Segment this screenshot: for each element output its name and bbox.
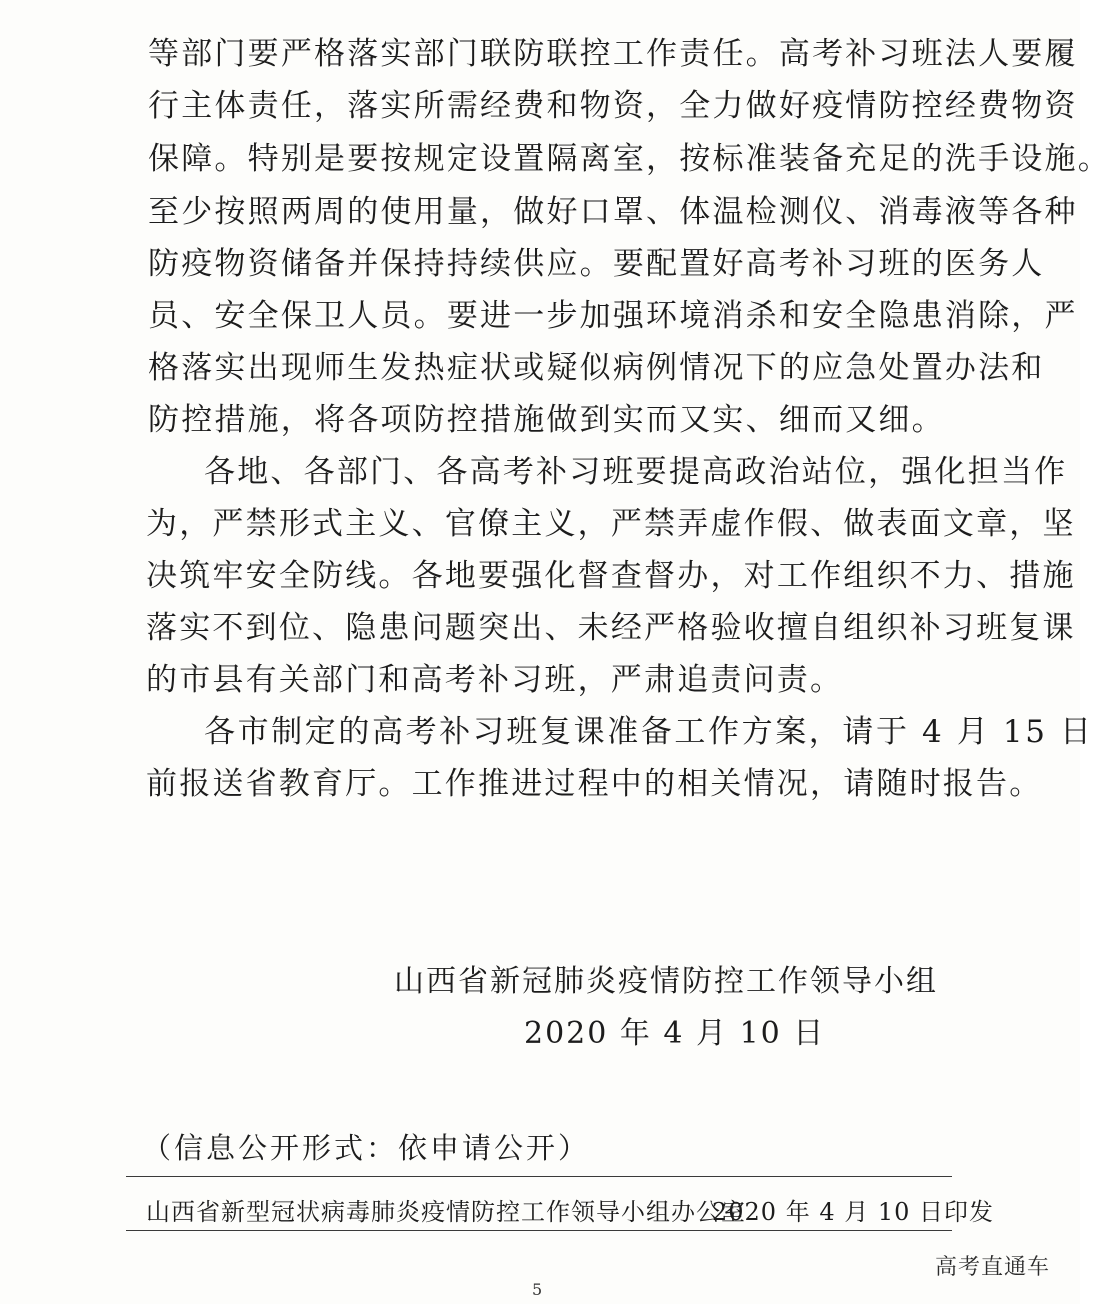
footer-issuer: 山西省新型冠状病毒肺炎疫情防控工作领导小组办公室 (146, 1198, 746, 1226)
footer-top-rule (126, 1176, 952, 1177)
body-line-3: 保 障 。 特 别 是 要 按 规 定 设 置 隔 离 室 ， 按 标 准 装 备 充 足 的 洗 手 设 施 。 (148, 141, 1111, 177)
signature-date: 2020 年 4 月 10 日 (524, 1016, 826, 1051)
body-line-9: 各 地 、 各 部 门 、 各 高 考 补 习 班 要 提 高 政 治 站 位 ， 强 化 担 当 作 (204, 454, 1068, 490)
body-line-2: 行 主 体 责 任 ， 落 实 所 需 经 费 和 物 资 ， 全 力 做 好 疫 情 防 控 经 费 物 资 (148, 88, 1078, 124)
body-line-12: 落 实 不 到 位 、 隐 患 问 题 突 出 、 未 经 严 格 验 收 擅 自 组 织 补 习 班 复 课 (146, 610, 1076, 646)
body-line-11: 决 筑 牢 安 全 防 线 。 各 地 要 强 化 督 查 督 办 ， 对 工 作 组 织 不 力 、 措 施 (146, 558, 1076, 594)
body-line-14: 各市制定的高考补习班复课准备工作方案，请于 4 月 15 日 (204, 714, 1094, 750)
body-line-15: 前报送省教育厅。工作推进过程中的相关情况，请随时报告。 (146, 766, 1043, 802)
footer-bottom-rule (126, 1230, 952, 1231)
watermark-text: 高考直通车 (934, 1255, 1050, 1280)
body-line-6: 员 、 安 全 保 卫 人 员 。 要 进 一 步 加 强 环 境 消 杀 和 安 全 隐 患 消 除 ， 严 (148, 298, 1078, 334)
body-line-8: 防控措施，将各项防控措施做到实而又实、细而又细。 (148, 402, 945, 438)
signature-org: 山西省新冠肺炎疫情防控工作领导小组 (394, 964, 938, 999)
body-line-7: 格 落 实 出 现 师 生 发 热 症 状 或 疑 似 病 例 情 况 下 的 应 急 处 置 办 法 和 (148, 350, 1045, 386)
disclosure-note: （信息公开形式：依申请公开） (142, 1131, 591, 1165)
page-number: 5 (532, 1280, 543, 1299)
body-line-5: 防 疫 物 资 储 备 并 保 持 持 续 供 应 。 要 配 置 好 高 考 补 习 班 的 医 务 人 (148, 246, 1045, 282)
body-line-1: 等 部 门 要 严 格 落 实 部 门 联 防 联 控 工 作 责 任 。 高 考 补 习 班 法 人 要 履 (148, 36, 1078, 72)
body-line-13: 的市县有关部门和高考补习班，严肃追责问责。 (146, 662, 844, 698)
body-line-4: 至 少 按 照 两 周 的 使 用 量 ， 做 好 口 罩 、 体 温 检 测 仪 、 消 毒 液 等 各 种 (148, 194, 1078, 230)
footer-issue-date: 2020 年 4 月 10 日印发 (712, 1198, 995, 1226)
body-line-10: 为 ， 严 禁 形 式 主 义 、 官 僚 主 义 ， 严 禁 弄 虚 作 假 、 做 表 面 文 章 ， 坚 (146, 506, 1076, 542)
